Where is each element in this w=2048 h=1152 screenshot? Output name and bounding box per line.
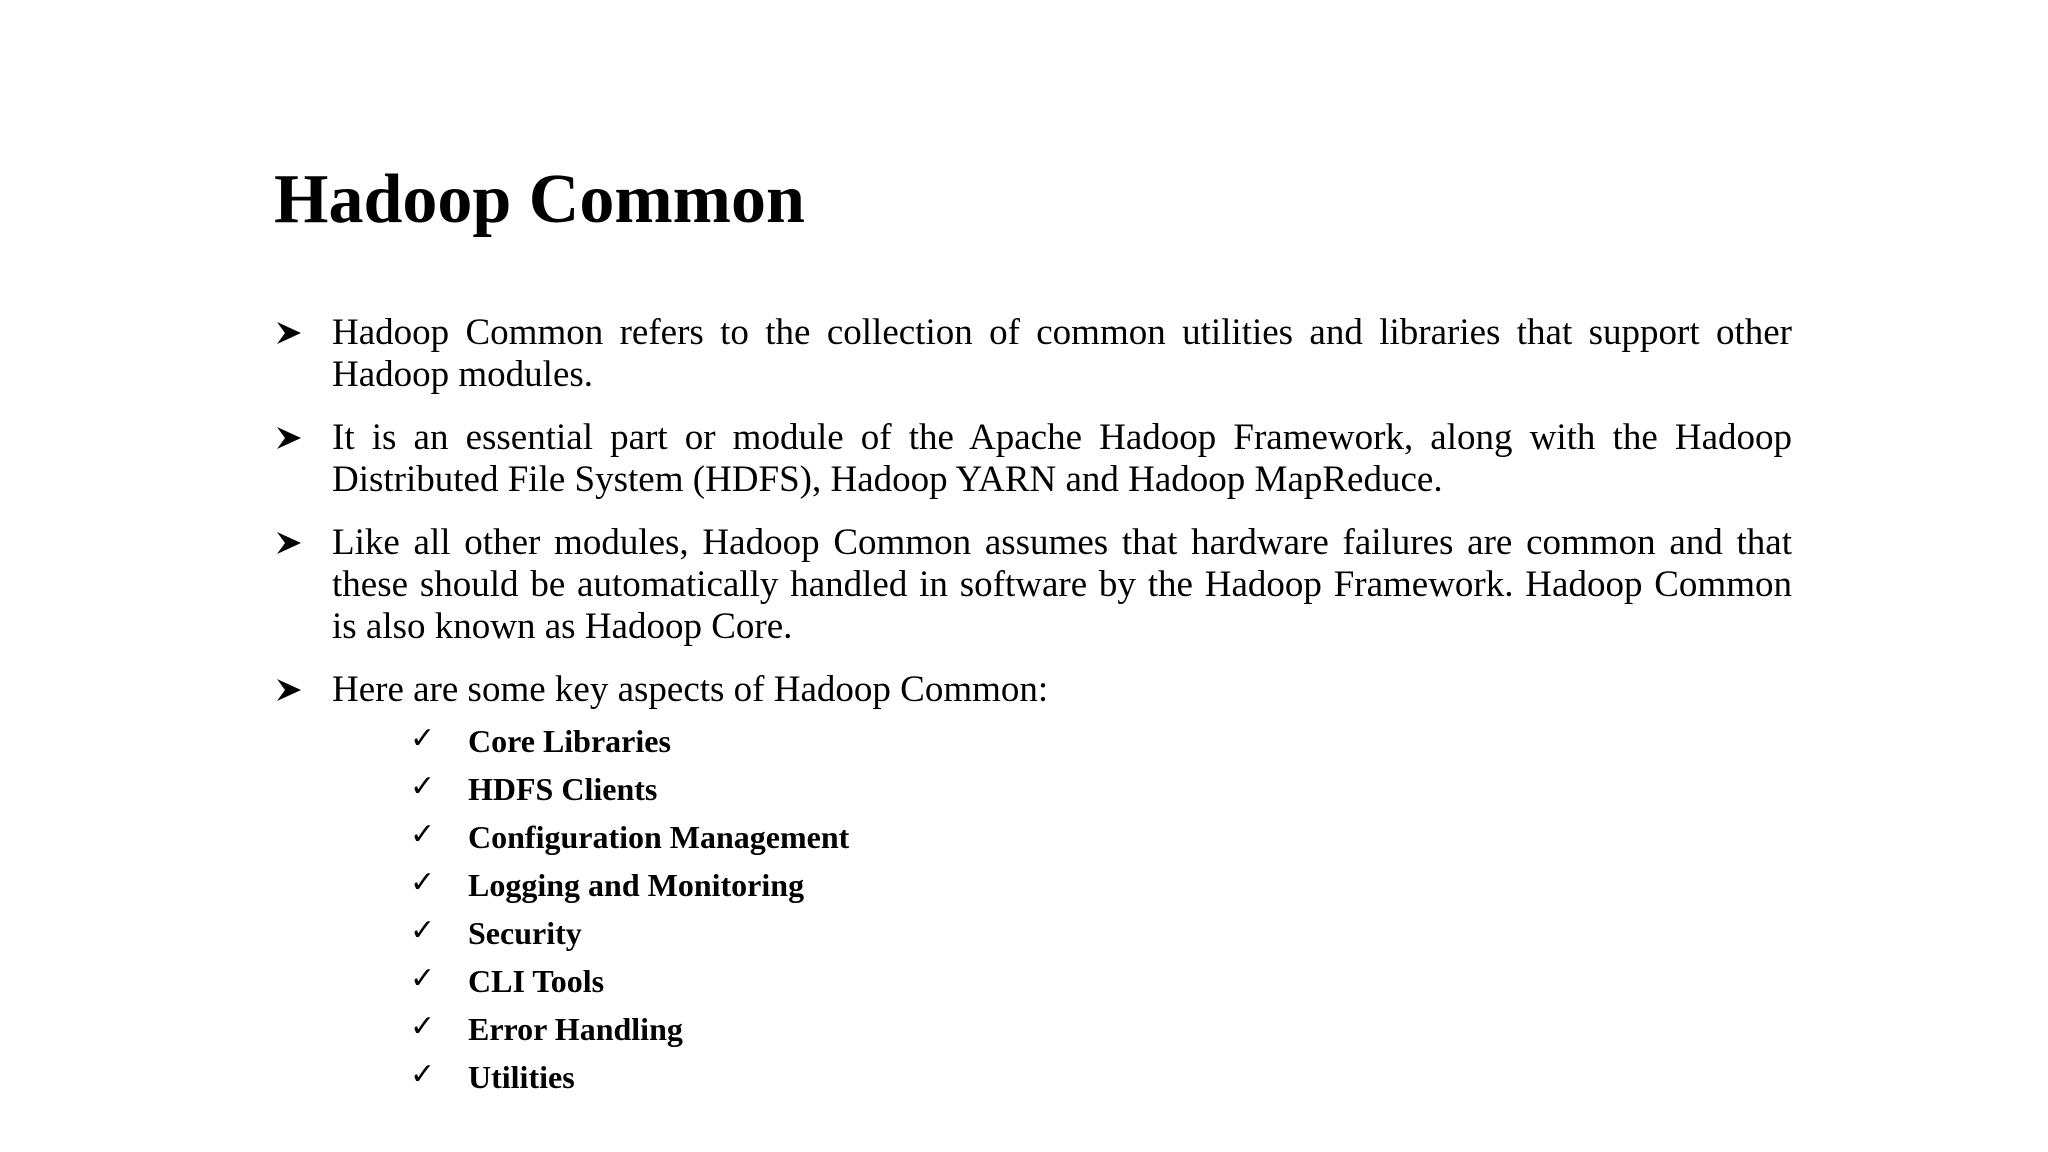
arrow-bullet-icon bbox=[274, 312, 306, 354]
aspect-item bbox=[332, 861, 1792, 909]
aspect-label: Core Libraries bbox=[468, 723, 671, 759]
aspect-item bbox=[332, 813, 1792, 861]
aspect-item bbox=[332, 717, 1792, 765]
arrow-bullet-icon bbox=[274, 669, 306, 711]
aspect-label: CLI Tools bbox=[468, 963, 605, 999]
bullet-text: It is an essential part or module of the Apache Hadoop Framework, along with the Hadoop Distributed File System (HDFS), Hadoop YARN and Hadoop MapReduce. bbox=[332, 417, 1792, 500]
checkmark-icon: ✓ bbox=[410, 722, 436, 755]
checkmark-icon: ✓ bbox=[410, 818, 436, 851]
aspect-item bbox=[332, 1005, 1792, 1053]
aspect-label: Utilities bbox=[468, 1059, 575, 1095]
aspect-item bbox=[332, 765, 1792, 813]
arrow-bullet-icon bbox=[274, 417, 306, 459]
checkmark-icon: ✓ bbox=[410, 914, 436, 947]
aspect-label: Logging and Monitoring bbox=[468, 867, 805, 903]
aspect-label: HDFS Clients bbox=[468, 771, 658, 807]
checkmark-icon: ✓ bbox=[410, 962, 436, 995]
aspect-item bbox=[332, 909, 1792, 957]
checkmark-icon: ✓ bbox=[410, 1010, 436, 1043]
aspect-item bbox=[332, 1053, 1792, 1101]
checkmark-icon: ✓ bbox=[410, 866, 436, 899]
checkmark-icon: ✓ bbox=[410, 1058, 436, 1091]
aspect-label: Configuration Management bbox=[468, 819, 850, 855]
aspect-label: Error Handling bbox=[468, 1011, 683, 1047]
checkmark-icon: ✓ bbox=[410, 770, 436, 803]
bullet-text: Like all other modules, Hadoop Common assumes that hardware failures are common and that these should be automatically handled in software by the Hadoop Framework. Hadoop Common is also known as Hadoop Core. bbox=[332, 522, 1792, 647]
bullet-item bbox=[274, 417, 1792, 501]
bullet-item bbox=[274, 312, 1792, 396]
bullet-item bbox=[274, 669, 1792, 1101]
aspect-item bbox=[332, 957, 1792, 1005]
bullet-list bbox=[274, 312, 1792, 1122]
aspects-list bbox=[332, 717, 1792, 1101]
slide-title: Hadoop Common bbox=[274, 161, 805, 238]
bullet-text: Here are some key aspects of Hadoop Common: bbox=[332, 669, 1049, 710]
bullet-item bbox=[274, 522, 1792, 648]
bullet-text: Hadoop Common refers to the collection of common utilities and libraries that support other Hadoop modules. bbox=[332, 312, 1792, 395]
arrow-bullet-icon bbox=[274, 522, 306, 564]
aspect-label: Security bbox=[468, 915, 582, 951]
